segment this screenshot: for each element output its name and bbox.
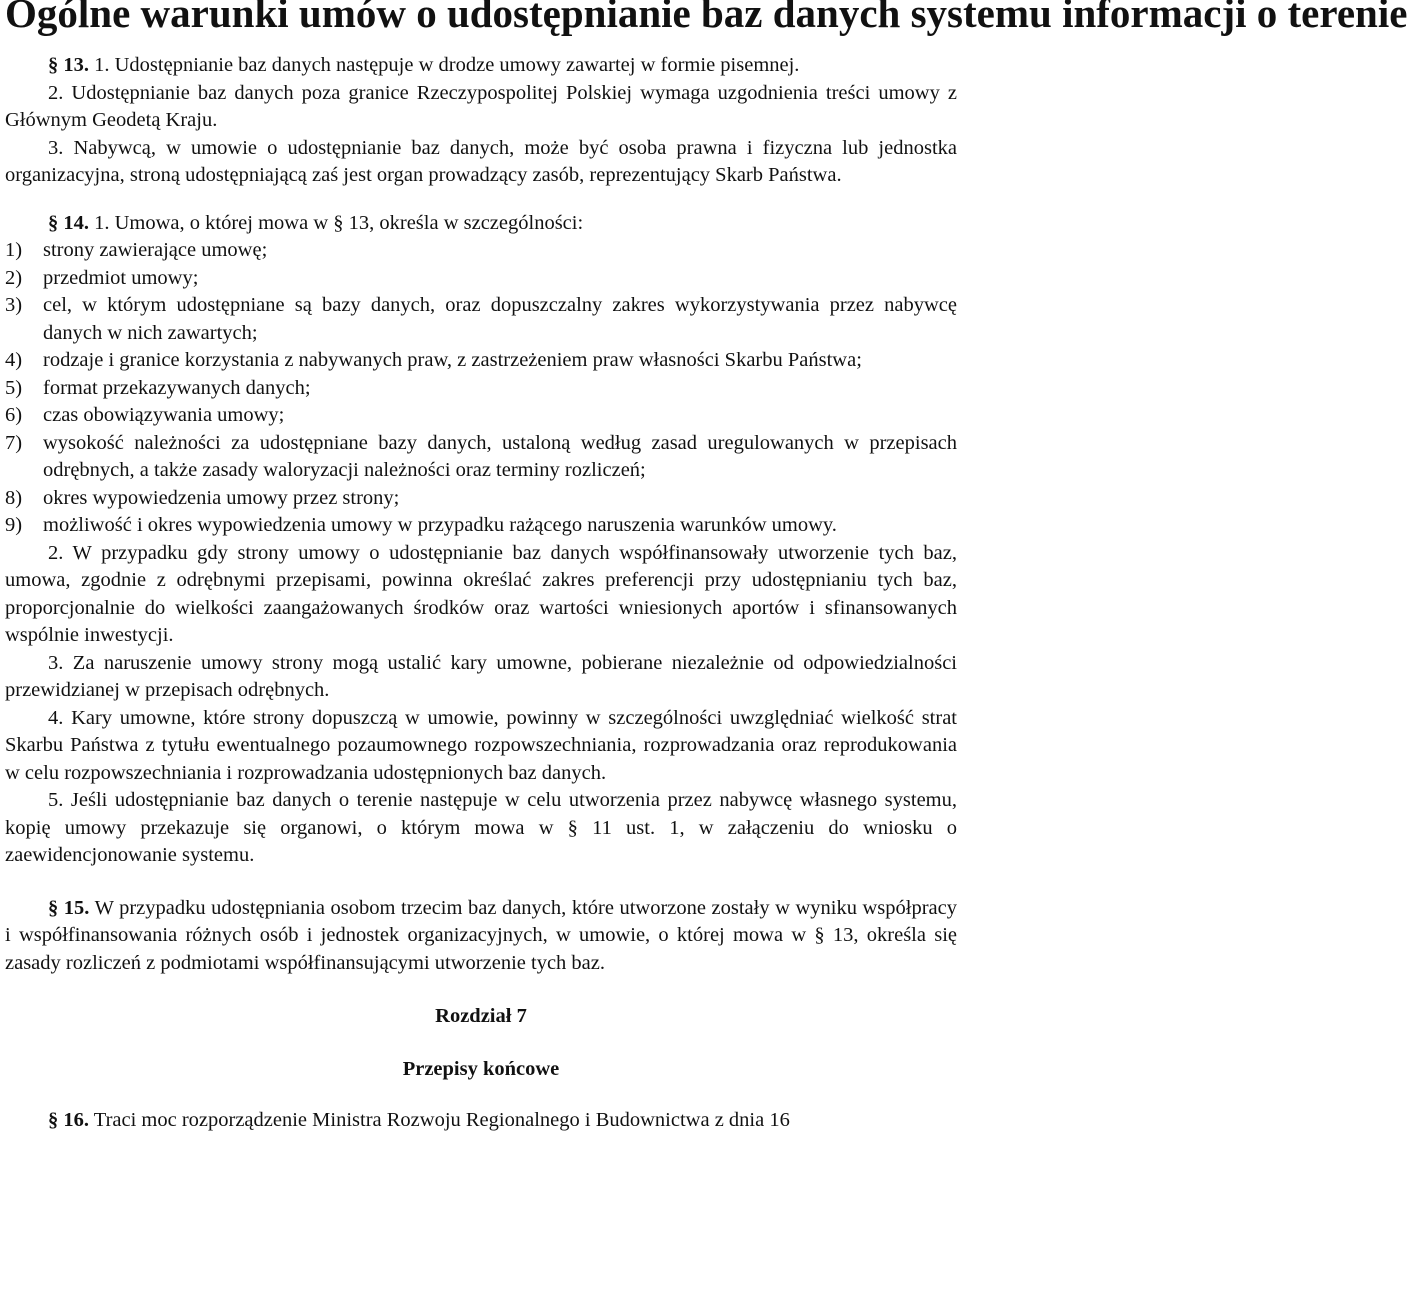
spacer	[5, 1031, 957, 1056]
list-item-text: cel, w którym udostępniane są bazy danych, oraz dopuszczalny zakres wykorzystywania przez nabywcę danych w nich zawartych;	[43, 294, 957, 344]
list-item-text: przedmiot umowy;	[43, 266, 199, 289]
section-sign: §	[48, 1109, 59, 1131]
list-item	[5, 402, 957, 430]
section-15-paragraph	[5, 895, 957, 978]
list-item	[5, 485, 957, 513]
section-number: 16.	[63, 1109, 89, 1131]
section-text: W przypadku udostępniania osobom trzecim baz danych, które utworzone zostały w wyniku współpracy i współfinansowania różnych osób i jednostek organizacyjnych, w umowie, o której mowa w § 13, określa się zasady rozliczeń z podmiotami współfinansującymi utworzenie tych baz.	[5, 896, 957, 974]
section-15	[5, 895, 957, 978]
section-14-paragraph-3: 3. Za naruszenie umowy strony mogą ustalić kary umowne, pobierane niezależnie od odpowiedzialności przewidzianej w przepisach odrębnych.	[5, 651, 957, 701]
section-text: 1. Umowa, o której mowa w § 13, określa w szczególności:	[94, 211, 584, 234]
section-16	[5, 1107, 957, 1135]
list-item-number: 3)	[5, 294, 23, 316]
section-13-paragraph-1	[5, 52, 957, 80]
list-item-number: 4)	[5, 349, 23, 371]
section-13	[5, 52, 957, 190]
section-14-item-list	[5, 237, 957, 540]
spacer	[5, 977, 957, 1003]
document-title: Ogólne warunki umów o udostępnianie baz danych systemu informacji o terenie	[5, 0, 1407, 36]
list-item-number: 5)	[5, 376, 23, 399]
spacer	[5, 1083, 957, 1107]
section-16-paragraph	[5, 1107, 957, 1135]
section-sign: §	[48, 211, 59, 234]
list-item-text: możliwość i okres wypowiedzenia umowy w przypadku rażącego naruszenia warunków umowy.	[43, 514, 837, 536]
section-number: 14.	[63, 211, 89, 234]
list-item	[5, 375, 957, 403]
section-14-paragraph-1	[5, 210, 957, 238]
section-14	[5, 210, 957, 870]
section-13-paragraph-3: 3. Nabywcą, w umowie o udostępnianie baz danych, może być osoba prawna i fizyczna lub jednostka organizacyjna, stroną udostępniającą zaś jest organ prowadzący zasób, reprezentujący Skarb Państwa.	[5, 136, 957, 186]
chapter-number: Rozdział 7	[435, 1005, 527, 1027]
section-text: Traci moc rozporządzenie Ministra Rozwoju Regionalnego i Budownictwa z dnia 16	[93, 1109, 790, 1131]
list-item-text: okres wypowiedzenia umowy przez strony;	[43, 486, 400, 509]
list-item-number: 8)	[5, 486, 23, 509]
list-item-text: strony zawierające umowę;	[43, 239, 268, 261]
spacer	[5, 870, 957, 895]
list-item	[5, 265, 957, 293]
section-number: 15.	[63, 896, 90, 919]
document-page	[5, 0, 1407, 1135]
section-14-paragraph-4: 4. Kary umowne, które strony dopuszczą w umowie, powinny w szczególności uwzględniać wielkość strat Skarbu Państwa z tytułu ewentualnego pozaumownego rozpowszechniania, rozprowadzania oraz reprodukowania w celu rozpowszechniania i rozprowadzania udostępnionych baz danych.	[5, 706, 957, 784]
list-item	[5, 430, 957, 485]
section-13-paragraph-2: 2. Udostępnianie baz danych poza granice Rzeczypospolitej Polskiej wymaga uzgodnienia treści umowy z Głównym Geodetą Kraju.	[5, 81, 957, 131]
section-text: 1. Udostępnianie baz danych następuje w drodze umowy zawartej w formie pisemnej.	[94, 54, 800, 76]
list-item-text: rodzaje i granice korzystania z nabywanych praw, z zastrzeżeniem praw własności Skarbu Państwa;	[43, 349, 862, 371]
list-item	[5, 512, 957, 540]
list-item-number: 2)	[5, 266, 23, 289]
list-item-text: wysokość należności za udostępniane bazy danych, ustaloną według zasad uregulowanych w przepisach odrębnych, a także zasady waloryzacji należności oraz terminy rozliczeń;	[43, 431, 957, 481]
list-item-text: format przekazywanych danych;	[43, 376, 311, 399]
list-item-number: 6)	[5, 404, 23, 426]
list-item	[5, 347, 957, 375]
list-item	[5, 237, 957, 265]
list-item-number: 9)	[5, 514, 23, 536]
section-sign: §	[48, 896, 59, 919]
section-number: 13.	[63, 54, 89, 76]
list-item-text: czas obowiązywania umowy;	[43, 404, 285, 426]
list-item	[5, 292, 957, 347]
spacer	[5, 190, 957, 210]
section-14-paragraph-5: 5. Jeśli udostępnianie baz danych o terenie następuje w celu utworzenia przez nabywcę własnego systemu, kopię umowy przekazuje się organowi, o którym mowa w § 11 ust. 1, w załączeniu do wniosku o zaewidencjonowanie systemu.	[5, 789, 957, 866]
list-item-number: 7)	[5, 431, 23, 454]
chapter-title: Przepisy końcowe	[402, 1057, 560, 1080]
section-sign: §	[48, 54, 59, 76]
list-item-number: 1)	[5, 239, 23, 261]
section-14-paragraph-2: 2. W przypadku gdy strony umowy o udostępnianie baz danych współfinansowały utworzenie tych baz, umowa, zgodnie z odrębnymi przepisami, powinna określać zakres preferencji przy udostępnianiu tych baz, proporcjonalnie do wielkości zaangażowanych środków oraz wartości wniesionych aportów i sfinansowanych wspólnie inwestycji.	[5, 541, 957, 646]
